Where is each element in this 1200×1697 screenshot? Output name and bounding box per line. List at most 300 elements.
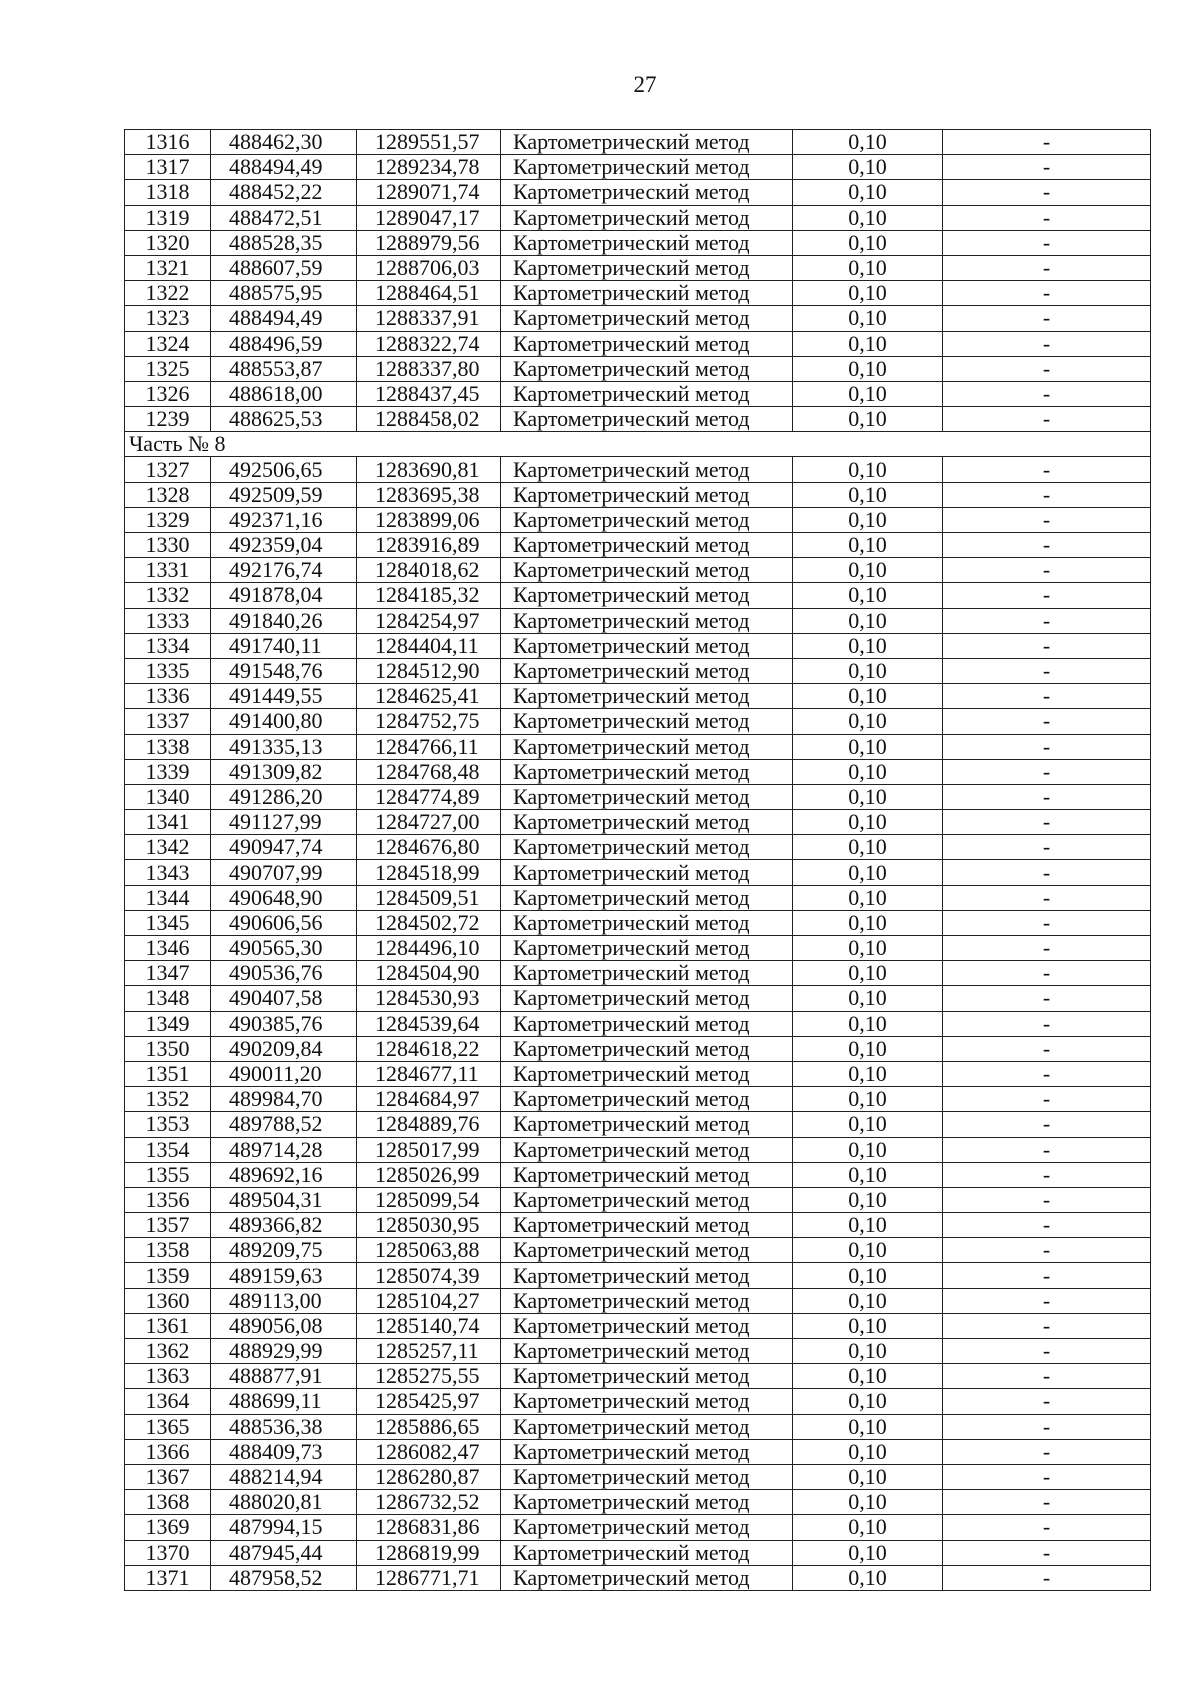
x-coordinate-cell: 491286,20 bbox=[211, 784, 357, 809]
method-cell: Картометрический метод bbox=[501, 583, 793, 608]
note-cell: - bbox=[943, 381, 1151, 406]
page-number: 27 bbox=[633, 72, 657, 97]
table-row bbox=[125, 457, 1151, 482]
note-cell: - bbox=[943, 986, 1151, 1011]
table-row bbox=[125, 1011, 1151, 1036]
note-cell: - bbox=[943, 1263, 1151, 1288]
x-coordinate-cell: 488214,94 bbox=[211, 1464, 357, 1489]
table-row bbox=[125, 835, 1151, 860]
method-cell: Картометрический метод bbox=[501, 810, 793, 835]
table-row bbox=[125, 180, 1151, 205]
x-coordinate-cell: 491840,26 bbox=[211, 608, 357, 633]
error-cell: 0,10 bbox=[793, 1364, 943, 1389]
method-cell: Картометрический метод bbox=[501, 1213, 793, 1238]
table-row bbox=[125, 759, 1151, 784]
method-cell: Картометрический метод bbox=[501, 658, 793, 683]
note-cell: - bbox=[943, 1036, 1151, 1061]
note-cell: - bbox=[943, 1490, 1151, 1515]
method-cell: Картометрический метод bbox=[501, 1061, 793, 1086]
point-number-cell: 1365 bbox=[125, 1414, 211, 1439]
error-cell: 0,10 bbox=[793, 1213, 943, 1238]
point-number-cell: 1352 bbox=[125, 1087, 211, 1112]
note-cell: - bbox=[943, 1187, 1151, 1212]
y-coordinate-cell: 1288322,74 bbox=[357, 331, 501, 356]
point-number-cell: 1330 bbox=[125, 533, 211, 558]
y-coordinate-cell: 1284539,64 bbox=[357, 1011, 501, 1036]
point-number-cell: 1343 bbox=[125, 860, 211, 885]
point-number-cell: 1321 bbox=[125, 255, 211, 280]
y-coordinate-cell: 1283695,38 bbox=[357, 482, 501, 507]
note-cell: - bbox=[943, 1213, 1151, 1238]
y-coordinate-cell: 1286819,99 bbox=[357, 1540, 501, 1565]
method-cell: Картометрический метод bbox=[501, 1464, 793, 1489]
point-number-cell: 1329 bbox=[125, 507, 211, 532]
error-cell: 0,10 bbox=[793, 482, 943, 507]
point-number-cell: 1340 bbox=[125, 784, 211, 809]
method-cell: Картометрический метод bbox=[501, 1238, 793, 1263]
method-cell: Картометрический метод bbox=[501, 281, 793, 306]
note-cell: - bbox=[943, 1162, 1151, 1187]
x-coordinate-cell: 491127,99 bbox=[211, 810, 357, 835]
point-number-cell: 1322 bbox=[125, 281, 211, 306]
error-cell: 0,10 bbox=[793, 961, 943, 986]
point-number-cell: 1356 bbox=[125, 1187, 211, 1212]
error-cell: 0,10 bbox=[793, 381, 943, 406]
table-row bbox=[125, 1540, 1151, 1565]
method-cell: Картометрический метод bbox=[501, 1137, 793, 1162]
table-row bbox=[125, 961, 1151, 986]
method-cell: Картометрический метод bbox=[501, 1087, 793, 1112]
point-number-cell: 1341 bbox=[125, 810, 211, 835]
table-row bbox=[125, 1137, 1151, 1162]
table-row bbox=[125, 306, 1151, 331]
error-cell: 0,10 bbox=[793, 583, 943, 608]
note-cell: - bbox=[943, 457, 1151, 482]
x-coordinate-cell: 491449,55 bbox=[211, 684, 357, 709]
x-coordinate-cell: 492506,65 bbox=[211, 457, 357, 482]
error-cell: 0,10 bbox=[793, 533, 943, 558]
x-coordinate-cell: 490209,84 bbox=[211, 1036, 357, 1061]
note-cell: - bbox=[943, 1238, 1151, 1263]
table-row bbox=[125, 407, 1151, 432]
y-coordinate-cell: 1284727,00 bbox=[357, 810, 501, 835]
method-cell: Картометрический метод bbox=[501, 457, 793, 482]
error-cell: 0,10 bbox=[793, 910, 943, 935]
point-number-cell: 1316 bbox=[125, 130, 211, 155]
x-coordinate-cell: 491335,13 bbox=[211, 734, 357, 759]
note-cell: - bbox=[943, 1339, 1151, 1364]
method-cell: Картометрический метод bbox=[501, 1187, 793, 1212]
point-number-cell: 1339 bbox=[125, 759, 211, 784]
method-cell: Картометрический метод bbox=[501, 1036, 793, 1061]
note-cell: - bbox=[943, 356, 1151, 381]
y-coordinate-cell: 1288464,51 bbox=[357, 281, 501, 306]
table-row bbox=[125, 986, 1151, 1011]
y-coordinate-cell: 1285030,95 bbox=[357, 1213, 501, 1238]
point-number-cell: 1336 bbox=[125, 684, 211, 709]
table-row bbox=[125, 1515, 1151, 1540]
x-coordinate-cell: 487994,15 bbox=[211, 1515, 357, 1540]
method-cell: Картометрический метод bbox=[501, 684, 793, 709]
error-cell: 0,10 bbox=[793, 507, 943, 532]
x-coordinate-cell: 489056,08 bbox=[211, 1313, 357, 1338]
y-coordinate-cell: 1284889,76 bbox=[357, 1112, 501, 1137]
method-cell: Картометрический метод bbox=[501, 759, 793, 784]
error-cell: 0,10 bbox=[793, 1389, 943, 1414]
y-coordinate-cell: 1284676,80 bbox=[357, 835, 501, 860]
y-coordinate-cell: 1288337,91 bbox=[357, 306, 501, 331]
point-number-cell: 1338 bbox=[125, 734, 211, 759]
point-number-cell: 1320 bbox=[125, 230, 211, 255]
note-cell: - bbox=[943, 1137, 1151, 1162]
y-coordinate-cell: 1284185,32 bbox=[357, 583, 501, 608]
error-cell: 0,10 bbox=[793, 1011, 943, 1036]
error-cell: 0,10 bbox=[793, 1036, 943, 1061]
y-coordinate-cell: 1284404,11 bbox=[357, 633, 501, 658]
x-coordinate-cell: 488877,91 bbox=[211, 1364, 357, 1389]
method-cell: Картометрический метод bbox=[501, 533, 793, 558]
x-coordinate-cell: 487958,52 bbox=[211, 1565, 357, 1590]
method-cell: Картометрический метод bbox=[501, 558, 793, 583]
method-cell: Картометрический метод bbox=[501, 230, 793, 255]
point-number-cell: 1353 bbox=[125, 1112, 211, 1137]
y-coordinate-cell: 1285886,65 bbox=[357, 1414, 501, 1439]
method-cell: Картометрический метод bbox=[501, 608, 793, 633]
table-row bbox=[125, 1364, 1151, 1389]
error-cell: 0,10 bbox=[793, 784, 943, 809]
error-cell: 0,10 bbox=[793, 1464, 943, 1489]
note-cell: - bbox=[943, 1439, 1151, 1464]
y-coordinate-cell: 1285140,74 bbox=[357, 1313, 501, 1338]
error-cell: 0,10 bbox=[793, 684, 943, 709]
x-coordinate-cell: 488496,59 bbox=[211, 331, 357, 356]
y-coordinate-cell: 1284512,90 bbox=[357, 658, 501, 683]
table-row bbox=[125, 633, 1151, 658]
x-coordinate-cell: 488699,11 bbox=[211, 1389, 357, 1414]
table-row bbox=[125, 810, 1151, 835]
x-coordinate-cell: 488020,81 bbox=[211, 1490, 357, 1515]
note-cell: - bbox=[943, 205, 1151, 230]
method-cell: Картометрический метод bbox=[501, 507, 793, 532]
note-cell: - bbox=[943, 331, 1151, 356]
point-number-cell: 1350 bbox=[125, 1036, 211, 1061]
point-number-cell: 1371 bbox=[125, 1565, 211, 1590]
y-coordinate-cell: 1284504,90 bbox=[357, 961, 501, 986]
y-coordinate-cell: 1285425,97 bbox=[357, 1389, 501, 1414]
y-coordinate-cell: 1285026,99 bbox=[357, 1162, 501, 1187]
y-coordinate-cell: 1285063,88 bbox=[357, 1238, 501, 1263]
error-cell: 0,10 bbox=[793, 936, 943, 961]
error-cell: 0,10 bbox=[793, 658, 943, 683]
x-coordinate-cell: 492509,59 bbox=[211, 482, 357, 507]
error-cell: 0,10 bbox=[793, 130, 943, 155]
point-number-cell: 1327 bbox=[125, 457, 211, 482]
error-cell: 0,10 bbox=[793, 1515, 943, 1540]
y-coordinate-cell: 1289071,74 bbox=[357, 180, 501, 205]
table-row bbox=[125, 684, 1151, 709]
table-row bbox=[125, 910, 1151, 935]
table-row bbox=[125, 130, 1151, 155]
point-number-cell: 1347 bbox=[125, 961, 211, 986]
error-cell: 0,10 bbox=[793, 255, 943, 280]
x-coordinate-cell: 488494,49 bbox=[211, 306, 357, 331]
error-cell: 0,10 bbox=[793, 1339, 943, 1364]
error-cell: 0,10 bbox=[793, 1162, 943, 1187]
point-number-cell: 1325 bbox=[125, 356, 211, 381]
y-coordinate-cell: 1288337,80 bbox=[357, 356, 501, 381]
method-cell: Картометрический метод bbox=[501, 1011, 793, 1036]
x-coordinate-cell: 489159,63 bbox=[211, 1263, 357, 1288]
note-cell: - bbox=[943, 936, 1151, 961]
table-row bbox=[125, 1213, 1151, 1238]
x-coordinate-cell: 489504,31 bbox=[211, 1187, 357, 1212]
error-cell: 0,10 bbox=[793, 885, 943, 910]
note-cell: - bbox=[943, 230, 1151, 255]
part-label: Часть № 8 bbox=[125, 432, 1151, 457]
point-number-cell: 1358 bbox=[125, 1238, 211, 1263]
y-coordinate-cell: 1285275,55 bbox=[357, 1364, 501, 1389]
note-cell: - bbox=[943, 658, 1151, 683]
note-cell: - bbox=[943, 1313, 1151, 1338]
method-cell: Картометрический метод bbox=[501, 1389, 793, 1414]
point-number-cell: 1239 bbox=[125, 407, 211, 432]
error-cell: 0,10 bbox=[793, 986, 943, 1011]
y-coordinate-cell: 1286831,86 bbox=[357, 1515, 501, 1540]
error-cell: 0,10 bbox=[793, 1187, 943, 1212]
method-cell: Картометрический метод bbox=[501, 961, 793, 986]
y-coordinate-cell: 1284618,22 bbox=[357, 1036, 501, 1061]
x-coordinate-cell: 491548,76 bbox=[211, 658, 357, 683]
x-coordinate-cell: 488536,38 bbox=[211, 1414, 357, 1439]
x-coordinate-cell: 488575,95 bbox=[211, 281, 357, 306]
error-cell: 0,10 bbox=[793, 180, 943, 205]
error-cell: 0,10 bbox=[793, 230, 943, 255]
method-cell: Картометрический метод bbox=[501, 1162, 793, 1187]
note-cell: - bbox=[943, 583, 1151, 608]
y-coordinate-cell: 1288706,03 bbox=[357, 255, 501, 280]
note-cell: - bbox=[943, 961, 1151, 986]
method-cell: Картометрический метод bbox=[501, 1364, 793, 1389]
table-row bbox=[125, 885, 1151, 910]
method-cell: Картометрический метод bbox=[501, 1288, 793, 1313]
note-cell: - bbox=[943, 1515, 1151, 1540]
table-row bbox=[125, 331, 1151, 356]
point-number-cell: 1369 bbox=[125, 1515, 211, 1540]
method-cell: Картометрический метод bbox=[501, 1515, 793, 1540]
error-cell: 0,10 bbox=[793, 759, 943, 784]
x-coordinate-cell: 489984,70 bbox=[211, 1087, 357, 1112]
point-number-cell: 1348 bbox=[125, 986, 211, 1011]
note-cell: - bbox=[943, 684, 1151, 709]
note-cell: - bbox=[943, 130, 1151, 155]
point-number-cell: 1335 bbox=[125, 658, 211, 683]
table-row bbox=[125, 1112, 1151, 1137]
y-coordinate-cell: 1284625,41 bbox=[357, 684, 501, 709]
error-cell: 0,10 bbox=[793, 1087, 943, 1112]
error-cell: 0,10 bbox=[793, 1112, 943, 1137]
x-coordinate-cell: 488625,53 bbox=[211, 407, 357, 432]
note-cell: - bbox=[943, 734, 1151, 759]
x-coordinate-cell: 489788,52 bbox=[211, 1112, 357, 1137]
point-number-cell: 1361 bbox=[125, 1313, 211, 1338]
y-coordinate-cell: 1284518,99 bbox=[357, 860, 501, 885]
table-row bbox=[125, 1238, 1151, 1263]
point-number-cell: 1326 bbox=[125, 381, 211, 406]
method-cell: Картометрический метод bbox=[501, 1263, 793, 1288]
table-row bbox=[125, 583, 1151, 608]
coordinates-table bbox=[124, 129, 1151, 1591]
x-coordinate-cell: 489366,82 bbox=[211, 1213, 357, 1238]
point-number-cell: 1323 bbox=[125, 306, 211, 331]
y-coordinate-cell: 1285104,27 bbox=[357, 1288, 501, 1313]
note-cell: - bbox=[943, 1288, 1151, 1313]
table-row bbox=[125, 381, 1151, 406]
x-coordinate-cell: 490385,76 bbox=[211, 1011, 357, 1036]
table-row bbox=[125, 1061, 1151, 1086]
table-row bbox=[125, 1490, 1151, 1515]
table-row bbox=[125, 1036, 1151, 1061]
note-cell: - bbox=[943, 507, 1151, 532]
y-coordinate-cell: 1284752,75 bbox=[357, 709, 501, 734]
y-coordinate-cell: 1285099,54 bbox=[357, 1187, 501, 1212]
x-coordinate-cell: 492359,04 bbox=[211, 533, 357, 558]
error-cell: 0,10 bbox=[793, 1490, 943, 1515]
x-coordinate-cell: 490407,58 bbox=[211, 986, 357, 1011]
x-coordinate-cell: 488607,59 bbox=[211, 255, 357, 280]
table-row bbox=[125, 709, 1151, 734]
x-coordinate-cell: 488553,87 bbox=[211, 356, 357, 381]
method-cell: Картометрический метод bbox=[501, 331, 793, 356]
method-cell: Картометрический метод bbox=[501, 885, 793, 910]
table-row bbox=[125, 1187, 1151, 1212]
x-coordinate-cell: 488409,73 bbox=[211, 1439, 357, 1464]
point-number-cell: 1354 bbox=[125, 1137, 211, 1162]
error-cell: 0,10 bbox=[793, 1414, 943, 1439]
note-cell: - bbox=[943, 709, 1151, 734]
x-coordinate-cell: 488472,51 bbox=[211, 205, 357, 230]
table-row bbox=[125, 1313, 1151, 1338]
point-number-cell: 1328 bbox=[125, 482, 211, 507]
point-number-cell: 1360 bbox=[125, 1288, 211, 1313]
note-cell: - bbox=[943, 558, 1151, 583]
table-row bbox=[125, 1339, 1151, 1364]
error-cell: 0,10 bbox=[793, 356, 943, 381]
y-coordinate-cell: 1285257,11 bbox=[357, 1339, 501, 1364]
note-cell: - bbox=[943, 835, 1151, 860]
error-cell: 0,10 bbox=[793, 1565, 943, 1590]
x-coordinate-cell: 488528,35 bbox=[211, 230, 357, 255]
method-cell: Картометрический метод bbox=[501, 633, 793, 658]
y-coordinate-cell: 1289551,57 bbox=[357, 130, 501, 155]
x-coordinate-cell: 492176,74 bbox=[211, 558, 357, 583]
y-coordinate-cell: 1283899,06 bbox=[357, 507, 501, 532]
note-cell: - bbox=[943, 482, 1151, 507]
table-row bbox=[125, 1087, 1151, 1112]
error-cell: 0,10 bbox=[793, 1263, 943, 1288]
point-number-cell: 1318 bbox=[125, 180, 211, 205]
point-number-cell: 1344 bbox=[125, 885, 211, 910]
table-row bbox=[125, 1464, 1151, 1489]
y-coordinate-cell: 1284496,10 bbox=[357, 936, 501, 961]
y-coordinate-cell: 1284509,51 bbox=[357, 885, 501, 910]
x-coordinate-cell: 489714,28 bbox=[211, 1137, 357, 1162]
method-cell: Картометрический метод bbox=[501, 1565, 793, 1590]
note-cell: - bbox=[943, 608, 1151, 633]
error-cell: 0,10 bbox=[793, 331, 943, 356]
method-cell: Картометрический метод bbox=[501, 784, 793, 809]
x-coordinate-cell: 489692,16 bbox=[211, 1162, 357, 1187]
error-cell: 0,10 bbox=[793, 1238, 943, 1263]
x-coordinate-cell: 491878,04 bbox=[211, 583, 357, 608]
x-coordinate-cell: 491309,82 bbox=[211, 759, 357, 784]
note-cell: - bbox=[943, 407, 1151, 432]
error-cell: 0,10 bbox=[793, 1439, 943, 1464]
x-coordinate-cell: 490947,74 bbox=[211, 835, 357, 860]
x-coordinate-cell: 490606,56 bbox=[211, 910, 357, 935]
y-coordinate-cell: 1286082,47 bbox=[357, 1439, 501, 1464]
y-coordinate-cell: 1286771,71 bbox=[357, 1565, 501, 1590]
method-cell: Картометрический метод bbox=[501, 709, 793, 734]
point-number-cell: 1359 bbox=[125, 1263, 211, 1288]
point-number-cell: 1362 bbox=[125, 1339, 211, 1364]
point-number-cell: 1319 bbox=[125, 205, 211, 230]
note-cell: - bbox=[943, 533, 1151, 558]
y-coordinate-cell: 1284677,11 bbox=[357, 1061, 501, 1086]
note-cell: - bbox=[943, 910, 1151, 935]
y-coordinate-cell: 1286732,52 bbox=[357, 1490, 501, 1515]
method-cell: Картометрический метод bbox=[501, 255, 793, 280]
y-coordinate-cell: 1286280,87 bbox=[357, 1464, 501, 1489]
y-coordinate-cell: 1285074,39 bbox=[357, 1263, 501, 1288]
note-cell: - bbox=[943, 1389, 1151, 1414]
x-coordinate-cell: 489209,75 bbox=[211, 1238, 357, 1263]
error-cell: 0,10 bbox=[793, 709, 943, 734]
error-cell: 0,10 bbox=[793, 155, 943, 180]
method-cell: Картометрический метод bbox=[501, 180, 793, 205]
x-coordinate-cell: 492371,16 bbox=[211, 507, 357, 532]
point-number-cell: 1331 bbox=[125, 558, 211, 583]
method-cell: Картометрический метод bbox=[501, 1540, 793, 1565]
note-cell: - bbox=[943, 1565, 1151, 1590]
note-cell: - bbox=[943, 1540, 1151, 1565]
y-coordinate-cell: 1285017,99 bbox=[357, 1137, 501, 1162]
y-coordinate-cell: 1284018,62 bbox=[357, 558, 501, 583]
x-coordinate-cell: 489113,00 bbox=[211, 1288, 357, 1313]
note-cell: - bbox=[943, 1364, 1151, 1389]
table-row bbox=[125, 784, 1151, 809]
table-row bbox=[125, 1288, 1151, 1313]
error-cell: 0,10 bbox=[793, 810, 943, 835]
method-cell: Картометрический метод bbox=[501, 407, 793, 432]
y-coordinate-cell: 1284768,48 bbox=[357, 759, 501, 784]
table-row bbox=[125, 155, 1151, 180]
y-coordinate-cell: 1289047,17 bbox=[357, 205, 501, 230]
part-header-row bbox=[125, 432, 1151, 457]
note-cell: - bbox=[943, 1087, 1151, 1112]
x-coordinate-cell: 491400,80 bbox=[211, 709, 357, 734]
x-coordinate-cell: 491740,11 bbox=[211, 633, 357, 658]
x-coordinate-cell: 488618,00 bbox=[211, 381, 357, 406]
table-row bbox=[125, 1263, 1151, 1288]
point-number-cell: 1317 bbox=[125, 155, 211, 180]
x-coordinate-cell: 488929,99 bbox=[211, 1339, 357, 1364]
note-cell: - bbox=[943, 1464, 1151, 1489]
point-number-cell: 1342 bbox=[125, 835, 211, 860]
x-coordinate-cell: 490565,30 bbox=[211, 936, 357, 961]
error-cell: 0,10 bbox=[793, 407, 943, 432]
table-row bbox=[125, 533, 1151, 558]
table-row bbox=[125, 860, 1151, 885]
